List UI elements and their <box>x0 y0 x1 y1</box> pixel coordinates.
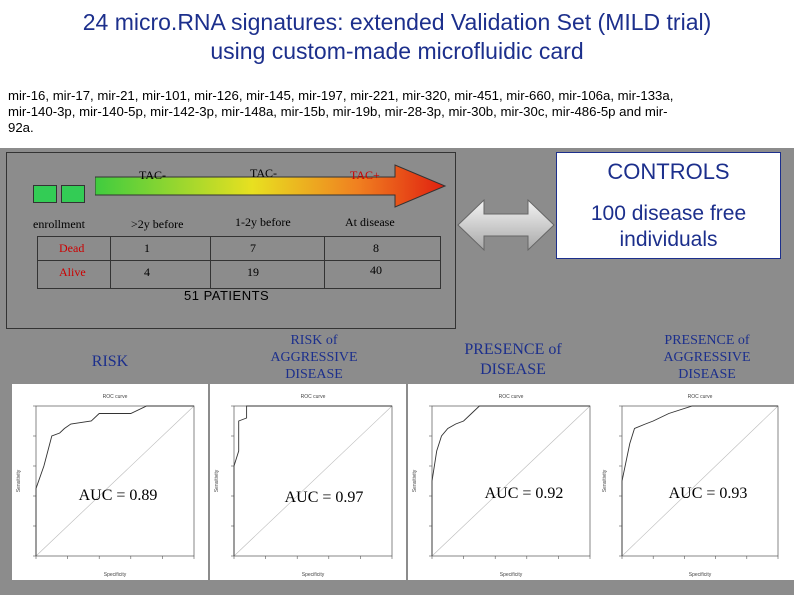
patients-total: 51 PATIENTS <box>184 288 270 303</box>
auc-presence-aggressive: AUC = 0.93 <box>668 485 748 502</box>
roc-title: ROC curve <box>687 394 713 400</box>
alive-at-disease: 40 <box>370 263 382 277</box>
header <box>0 0 794 148</box>
mirna-list-line-3: 92a. <box>8 120 34 135</box>
reference-line <box>36 406 194 556</box>
roc-xlabel: Specificity <box>499 572 523 578</box>
panel-label-risk-aggressive: RISK of AGGRESSIVE DISEASE <box>270 333 358 382</box>
roc-plot-3 <box>408 384 604 580</box>
roc-xlabel: Specificity <box>688 572 712 578</box>
mirna-list <box>8 88 786 136</box>
roc-svg-2 <box>210 384 406 580</box>
controls-description: 100 disease free individuals <box>590 202 747 251</box>
title-line-1: 24 micro.RNA signatures: extended Validation Set (MILD trial) <box>82 9 712 35</box>
roc-title: ROC curve <box>102 394 128 400</box>
roc-xlabel: Specificity <box>103 572 127 578</box>
roc-plot-4 <box>598 384 794 580</box>
controls-box <box>556 152 781 259</box>
row-label-alive: Alive <box>59 265 86 279</box>
mirna-list-line-1: mir-16, mir-17, mir-21, mir-101, mir-126, mir-145, mir-197, mir-221, mir-320, mir-451, mir-660, mir-106a, mir-133a, <box>8 88 674 103</box>
roc-svg-1 <box>12 384 208 580</box>
panel-label-presence: PRESENCE of DISEASE <box>464 341 562 378</box>
alive-over-2y: 4 <box>144 265 150 279</box>
roc-plot-1 <box>12 384 208 580</box>
stage-over-2y: >2y before <box>131 217 184 231</box>
row-label-dead: Dead <box>59 241 85 255</box>
mirna-list-line-2: mir-140-3p, mir-140-5p, mir-142-3p, mir-148a, mir-15b, mir-19b, mir-28-3p, mir-30b, mir-30c, mir-486-5p and mir- <box>8 104 668 119</box>
stage-enrollment: enrollment <box>33 217 85 231</box>
stage-1-2y: 1-2y before <box>235 215 291 229</box>
roc-svg-4 <box>598 384 792 580</box>
tac-label-3: TAC+ <box>350 168 380 182</box>
controls-title: CONTROLS <box>607 159 730 184</box>
screening-marker <box>61 185 85 203</box>
stage-at-disease: At disease <box>345 215 395 229</box>
roc-ylabel: Sensitivity <box>602 469 608 493</box>
dead-1-2y: 7 <box>250 241 256 255</box>
roc-ylabel: Sensitivity <box>214 469 220 493</box>
roc-ylabel: Sensitivity <box>412 469 418 493</box>
roc-title: ROC curve <box>498 394 524 400</box>
title-line-2: using custom-made microfluidic card <box>210 38 584 64</box>
panel-label-presence-aggressive: PRESENCE of AGGRESSIVE DISEASE <box>663 333 751 382</box>
tac-label-2: TAC- <box>250 166 278 180</box>
auc-risk-aggressive: AUC = 0.97 <box>284 489 364 506</box>
panel-label-risk: RISK <box>91 353 129 370</box>
roc-plot-2 <box>210 384 406 580</box>
roc-svg-3 <box>408 384 604 580</box>
reference-line <box>234 406 392 556</box>
roc-xlabel: Specificity <box>301 572 325 578</box>
roc-ylabel: Sensitivity <box>16 469 22 493</box>
page-title <box>0 8 794 66</box>
enrollment-marker <box>33 185 57 203</box>
dead-over-2y: 1 <box>144 241 150 255</box>
dead-at-disease: 8 <box>373 241 379 255</box>
alive-1-2y: 19 <box>247 265 259 279</box>
roc-title: ROC curve <box>300 394 326 400</box>
double-arrow <box>456 196 556 254</box>
outcome-table <box>37 236 441 288</box>
auc-presence: AUC = 0.92 <box>484 485 564 502</box>
reference-line <box>622 406 778 556</box>
reference-line <box>432 406 590 556</box>
auc-risk: AUC = 0.89 <box>78 487 158 504</box>
tac-label-1: TAC- <box>139 168 167 182</box>
